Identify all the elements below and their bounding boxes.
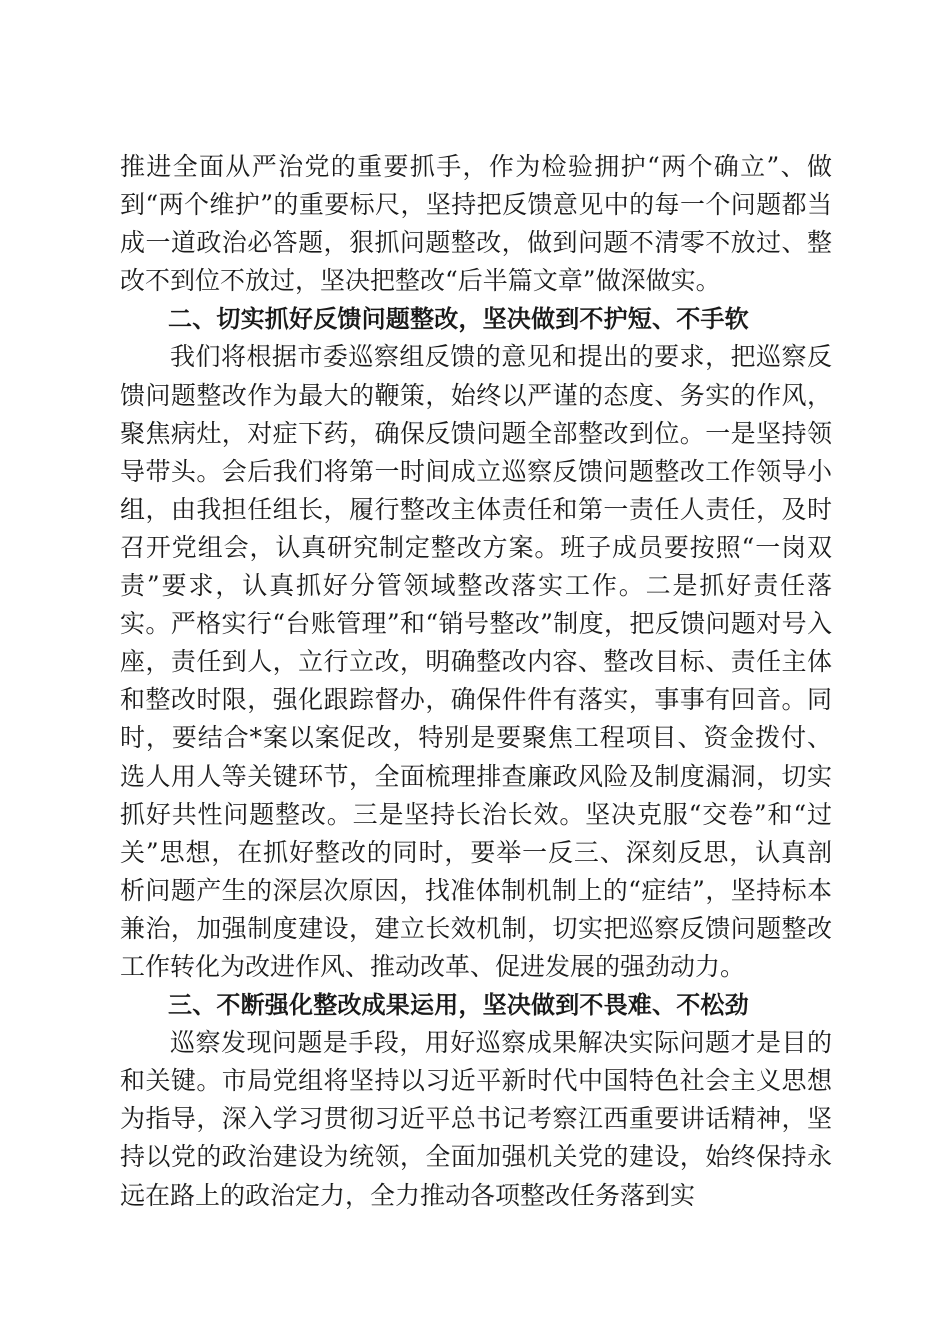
paragraph-section-2: 我们将根据市委巡察组反馈的意见和提出的要求，把巡察反馈问题整改作为最大的鞭策，始终以严谨的态度、务实的作风，聚焦病灶，对症下药，确保反馈问题全部整改到位。一是坚持领导带头。会后我们将第一时间成立巡察反馈问题整改工作领导小组，由我担任组长，履行整改主体责任和第一责任人责任，及时召开党组会，认真研究制定整改方案。班子成员要按照“一岗双责”要求，认真抓好分管领域整改落实工作。二是抓好责任落实。严格实行“台账管理”和“销号整改”制度，把反馈问题对号入座，责任到人，立行立改，明确整改内容、整改目标、责任主体和整改时限，强化跟踪督办，确保件件有落实，事事有回音。同时，要结合*案以案促改，特别是要聚焦工程项目、资金拨付、选人用人等关键环节，全面梳理排查廉政风险及制度漏洞，切实抓好共性问题整改。三是坚持长治长效。坚决克服“交卷”和“过关”思想，在抓好整改的同时，要举一反三、深刻反思，认真剖析问题产生的深层次原因，找准体制机制上的“症结”，坚持标本兼治，加强制度建设，建立长效机制，切实把巡察反馈问题整改工作转化为改进作风、推动改革、促进发展的强劲动力。 bbox=[120, 342, 832, 981]
section-heading-3: 三、不断强化整改成果运用，坚决做到不畏难、不松劲 bbox=[168, 991, 749, 1020]
paragraph-section-3: 巡察发现问题是手段，用好巡察成果解决实际问题才是目的和关键。市局党组将坚持以习近平新时代中国特色社会主义思想为指导，深入学习贯彻习近平总书记考察江西重要讲话精神，坚持以党的政治建设为统领，全面加强机关党的建设，始终保持永远在路上的政治定力，全力推动各项整改任务落到实 bbox=[120, 1028, 832, 1210]
document-body bbox=[120, 148, 832, 1215]
section-heading-2: 二、切实抓好反馈问题整改，坚决做到不护短、不手软 bbox=[168, 305, 749, 334]
paragraph-continuation: 推进全面从严治党的重要抓手，作为检验拥护“两个确立”、做到“两个维护”的重要标尺，坚持把反馈意见中的每一个问题都当成一道政治必答题，狠抓问题整改，做到问题不清零不放过、整改不到位不放过，坚决把整改“后半篇文章”做深做实。 bbox=[120, 152, 832, 296]
